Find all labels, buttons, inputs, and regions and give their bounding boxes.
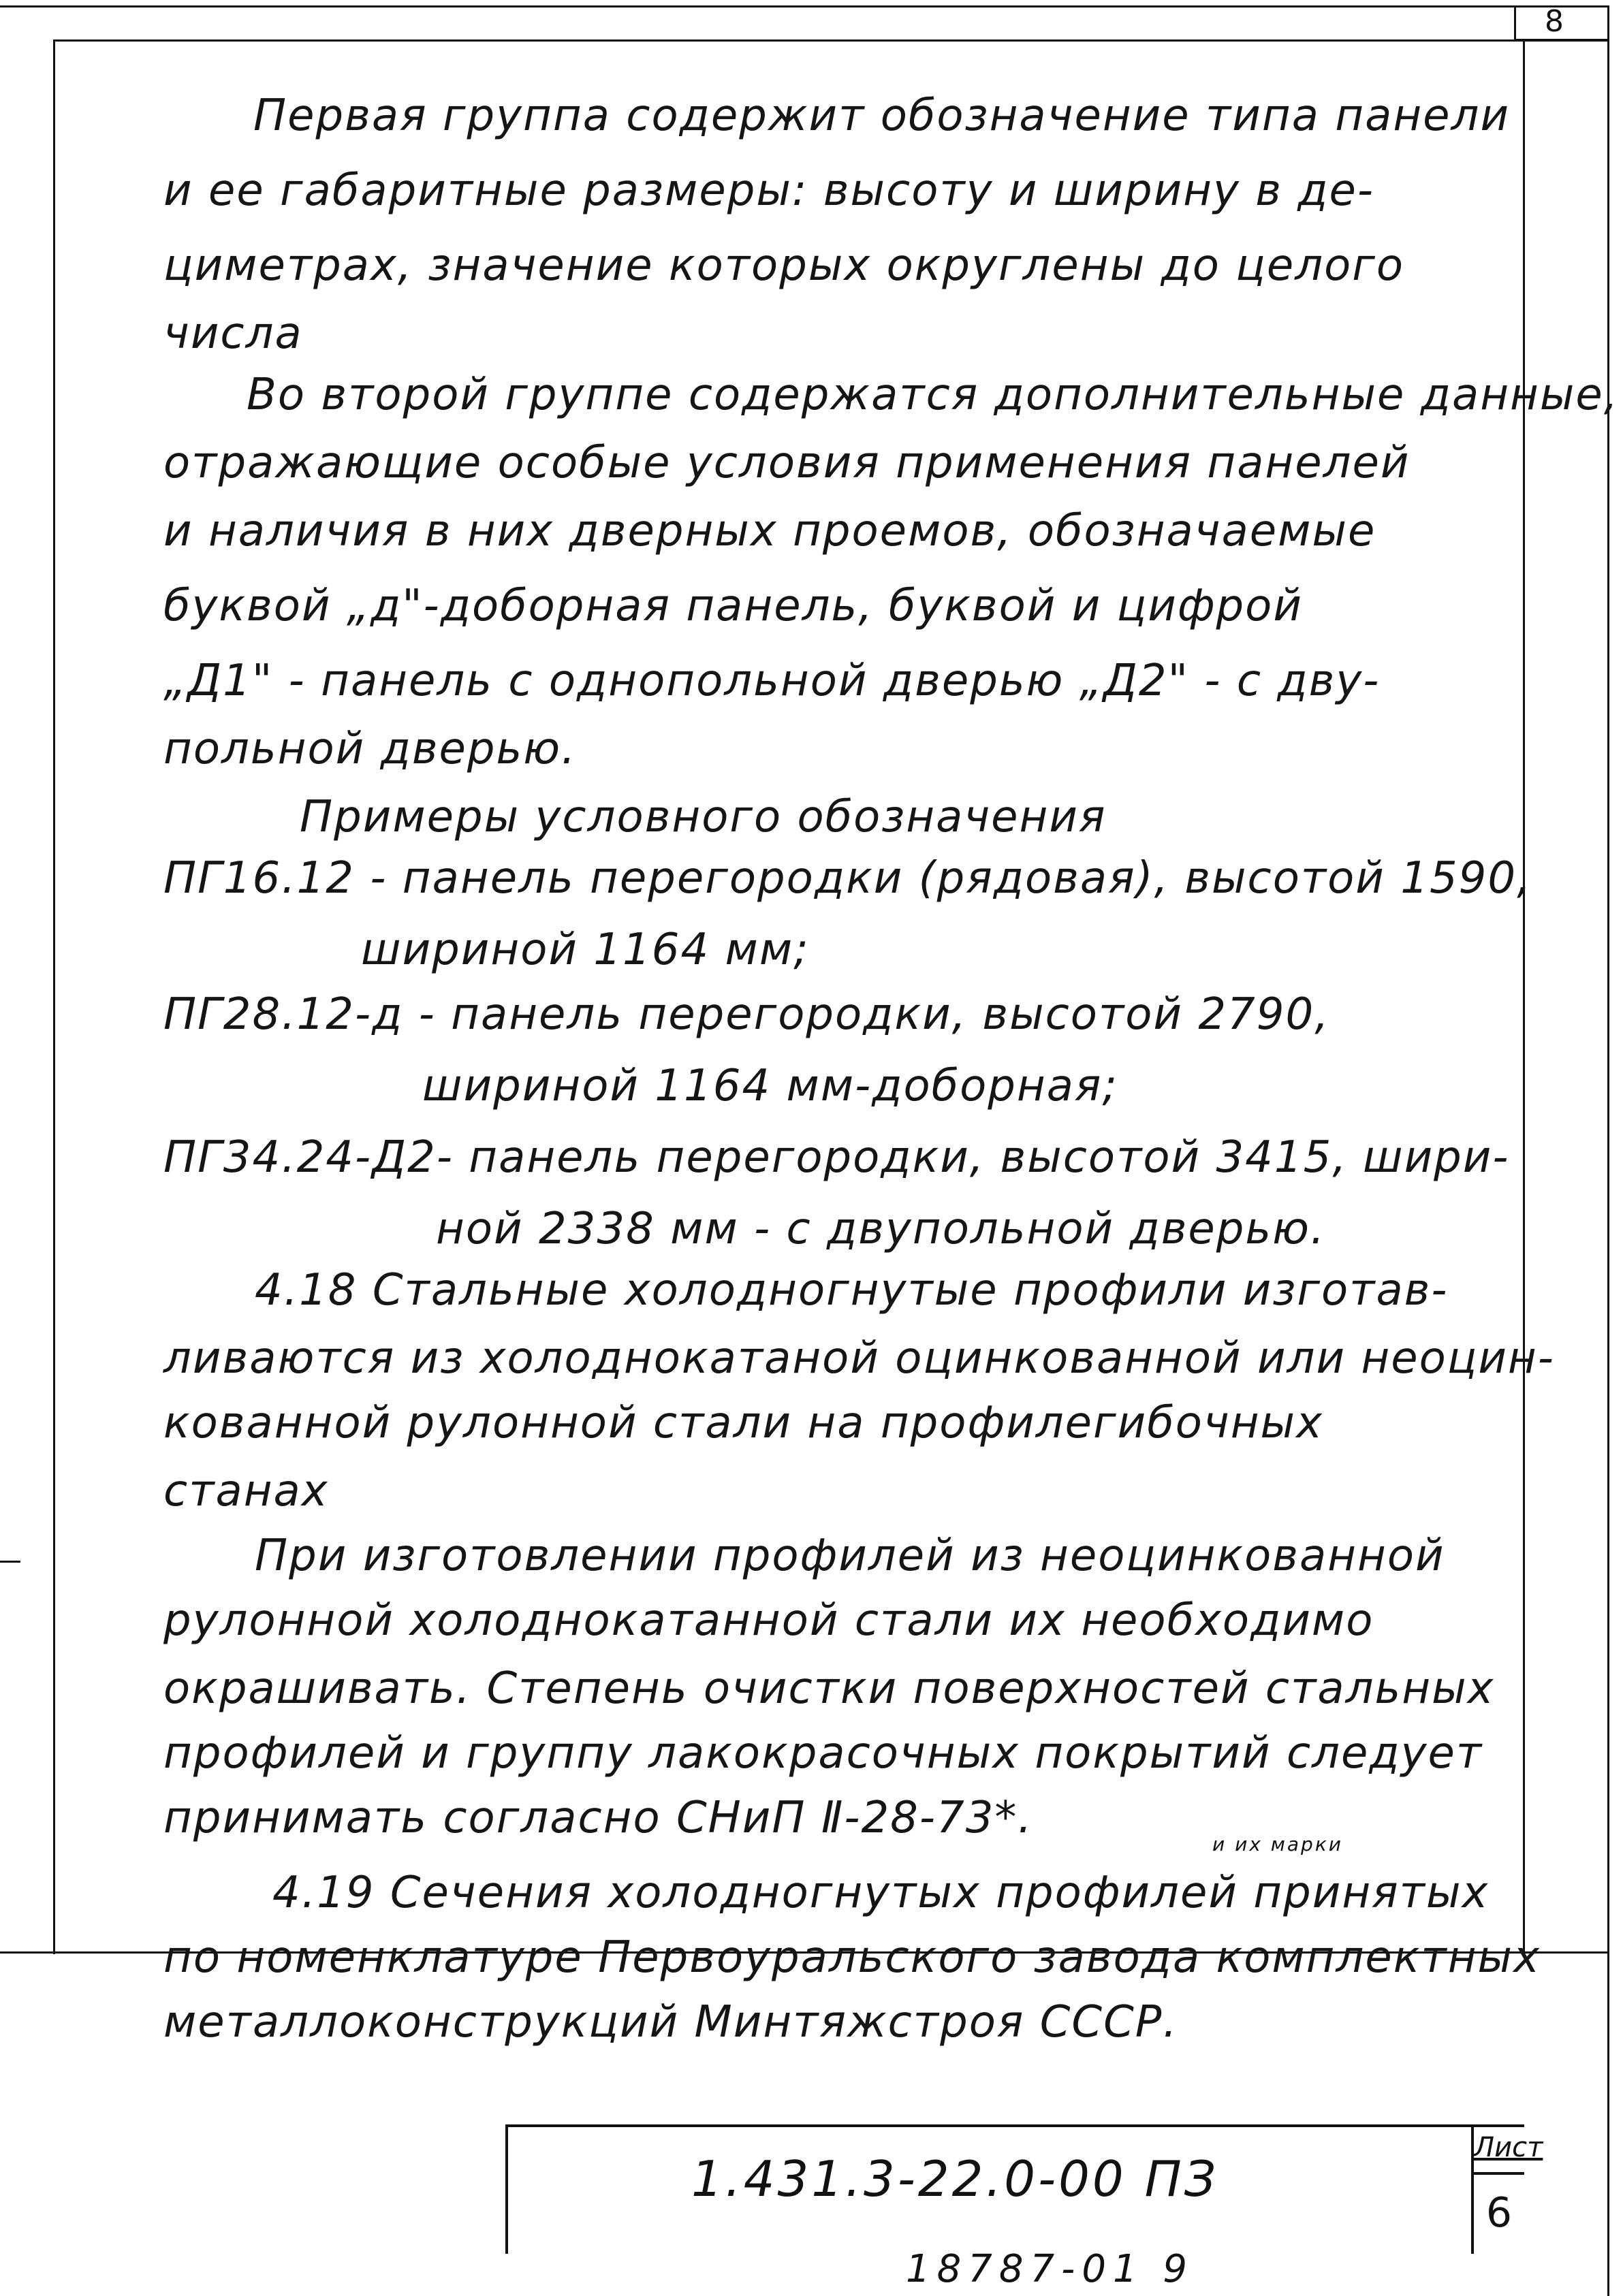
text-line: 4.18 Стальные холодногнутые профили изготав- bbox=[255, 1265, 1449, 1316]
text-line: рулонной холоднокатанной стали их необходимо bbox=[163, 1595, 1374, 1646]
text-line: станах bbox=[163, 1466, 329, 1516]
sheet-label: Лист bbox=[1474, 2132, 1543, 2163]
text-line: Во второй группе содержатся дополнительные данные, bbox=[247, 370, 1620, 420]
text-line: по номенклатуре Первоуральского завода комплектных bbox=[163, 1932, 1541, 1983]
footer-number: 18787-01 9 bbox=[906, 2247, 1195, 2291]
text-line: Примеры условного обозначения bbox=[300, 792, 1107, 842]
text-line: окрашивать. Степень очистки поверхностей стальных bbox=[163, 1663, 1495, 1714]
text-line: польной дверью. bbox=[163, 724, 577, 774]
document-code: 1.431.3-22.0-00 ПЗ bbox=[691, 2150, 1218, 2207]
frame-inner-top-border bbox=[54, 39, 1609, 42]
text-line: профилей и группу лакокрасочных покрытий следует bbox=[163, 1728, 1483, 1779]
insert-note: и их марки bbox=[1212, 1833, 1343, 1855]
text-line: При изготовлении профилей из неоцинкованной bbox=[255, 1531, 1445, 1581]
text-line: циметрах, значение которых округлены до целого bbox=[163, 240, 1405, 291]
text-line: „Д1" - панель с однопольной дверью „Д2" - с дву- bbox=[163, 656, 1381, 706]
text-line: ПГ28.12-д - панель перегородки, высотой 2790, bbox=[163, 989, 1330, 1040]
text-line: металлоконструкций Минтяжстроя СССР. bbox=[163, 1997, 1178, 2047]
text-line: 4.19 Сечения холодногнутых профилей принятых bbox=[272, 1868, 1490, 1918]
text-line: отражающие особые условия применения панелей bbox=[163, 438, 1411, 488]
text-line: кованной рулонной стали на профилегибочных bbox=[163, 1398, 1323, 1448]
text-line: шириной 1164 мм-доборная; bbox=[422, 1061, 1118, 1111]
text-line: буквой „д"-доборная панель, буквой и цифрой bbox=[163, 581, 1303, 631]
frame-right-inner-border bbox=[1523, 39, 1525, 1954]
text-line: числа bbox=[163, 308, 303, 359]
text-line: ной 2338 мм - с двупольной дверью. bbox=[436, 1204, 1326, 1254]
sheet-number: 6 bbox=[1485, 2189, 1513, 2237]
text-line: шириной 1164 мм; bbox=[361, 925, 810, 975]
text-line: и ее габаритные размеры: высоту и ширину в де- bbox=[163, 165, 1374, 216]
frame-left-border bbox=[53, 39, 55, 1954]
text-line: Первая группа содержит обозначение типа панели bbox=[253, 91, 1511, 141]
text-line: ПГ16.12 - панель перегородки (рядовая), высотой 1590, bbox=[163, 853, 1532, 904]
left-tick-mark bbox=[0, 1951, 41, 1954]
left-tick-mark bbox=[0, 1561, 20, 1563]
corner-number: 8 bbox=[1545, 4, 1564, 39]
text-line: ПГ34.24-Д2- панель перегородки, высотой 3415, шири- bbox=[163, 1132, 1510, 1183]
text-line: и наличия в них дверных проемов, обозначаемые bbox=[163, 506, 1376, 556]
text-line: принимать согласно СНиП Ⅱ-28-73*. bbox=[163, 1793, 1033, 1843]
text-line: ливаются из холоднокатаной оцинкованной или неоцин- bbox=[163, 1333, 1555, 1384]
sheet-divider bbox=[1471, 2172, 1524, 2175]
frame-top-border bbox=[0, 5, 1609, 7]
